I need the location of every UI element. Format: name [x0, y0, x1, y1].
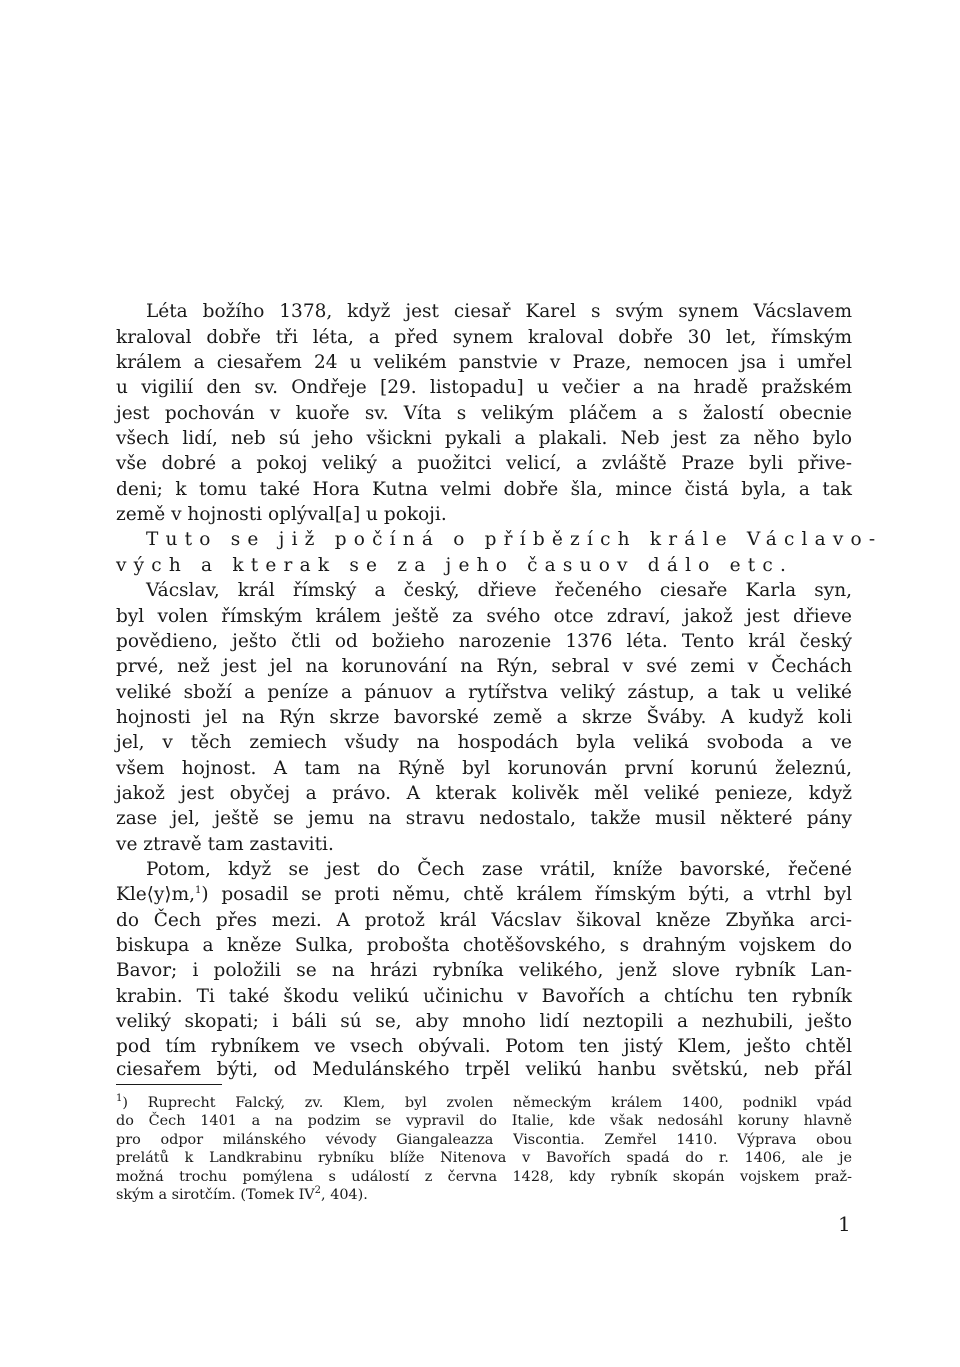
text-line: vše dobré a pokoj veliký a puožitci velicí, a zvláště Praze byli přive-	[116, 453, 852, 474]
text-line: ve ztravě tam zastaviti.	[116, 834, 334, 855]
footnote-line: pro odpor milánského vévody Giangaleazza Viscontia. Zemřel 1410. Výprava obou	[116, 1132, 852, 1148]
text-line: prvé, než jest jel na korunování na Rýn, sebral v své zemi v Čechách	[116, 656, 852, 677]
text-line: hojnosti jel na Rýn skrze bavorské země a skrze Šváby. A kudyž koli	[116, 707, 852, 728]
text-line: veliký skopati; i báli sú se, aby mnoho lidí neztopili a nezhubili, ješto	[116, 1011, 852, 1032]
text-line: povědieno, ješto čtli od božieho narozenie 1376 léta. Tento král český	[116, 631, 852, 652]
text-line: kraloval dobře tři léta, a před synem kraloval dobře 30 let, římským	[116, 327, 852, 348]
text-line-with-note	[116, 883, 852, 907]
footnote-line: prelátů k Landkrabinu rybníku blíže Nitenova v Bavořích spadá do r. 1406, ale je	[116, 1150, 852, 1166]
text-fragment: ) posadil se proti němu, chtě králem římským býti, a vtrhl byl	[201, 884, 852, 905]
text-line: byl volen římským králem ještě za svého otce zdraví, jakož jest dřieve	[116, 606, 852, 627]
text-line: Vácslav, král římský a český, dřieve řečeného ciesaře Karla syn,	[146, 580, 852, 601]
text-line: deni; k tomu také Hora Kutna velmi dobře šla, mince čistá byla, a tak	[116, 479, 852, 500]
text-line: zase jel, ještě se jemu na stravu nedostalo, takže musil některé pány	[116, 808, 852, 829]
heading-line: vých a kterak se za jeho časuov dálo etc.	[116, 555, 794, 576]
text-fragment: , 404).	[321, 1187, 368, 1203]
text-line: biskupa a kněze Sulka, proboštа chotěšovského, s drahným vojskem do	[116, 935, 852, 956]
footnote-line: do Čech 1401 a na podzim se vypravil do Italie, kde však nedosáhl koruny hlavně	[116, 1113, 852, 1129]
text-line: Bavor; i položili se na hrázi rybníka velikého, jenž slove rybník Lan-	[116, 960, 852, 981]
text-line: králem a ciesařem 24 u velikém panstvie v Praze, nemocen jsa i umřel	[116, 352, 852, 373]
text-line: Potom, když se jest do Čech zase vrátil, kníže bavorské, řečené	[146, 859, 852, 880]
footnote-reference: 1	[195, 884, 202, 896]
superscript: 2	[314, 1185, 322, 1197]
text-line: ciesařem býti, od Medulánského trpěl velikú hanbu světskú, neb přál	[116, 1059, 852, 1080]
text-line: jakož jest obyčej a právo. A kterak kolivěk měl veliké penieze, když	[116, 783, 852, 804]
text-line: země v hojnosti oplýval[a] u pokoji.	[116, 504, 447, 525]
text-line: pod tím rybníkem ve vsech obývali. Potom ten jistý Klem, ješto chtěl	[116, 1036, 852, 1057]
text-fragment: Kle⟨y⟩m,	[116, 884, 195, 905]
text-line: všem hojnost. A tam na Rýně byl korunován první korunú železnú,	[116, 758, 852, 779]
text-fragment: ským a sirotčím. (Tomek IV	[116, 1187, 315, 1203]
text-line: u vigilií den sv. Ondřeje [29. listopadu] u večier a na hradě pražském	[116, 377, 852, 398]
footnote-divider	[116, 1084, 222, 1085]
footnote-mark: 1	[116, 1093, 123, 1105]
footnote-line: možná trochu pomýlena s událostí z června 1428, kdy rybník skopán vojskem praž-	[116, 1169, 852, 1185]
footnote-line	[116, 1186, 852, 1205]
text-fragment: ) Ruprecht Falcký, zv. Klem, byl zvolen německým králem 1400, podnikl vpád	[122, 1095, 852, 1111]
text-line: všech lidí, neb sú jeho všickni pykali a plakali. Neb jest za něho bylo	[116, 428, 852, 449]
text-line: krabin. Ti také škodu velikú učinichu v Bavořích a chtíchu ten rybník	[116, 986, 852, 1007]
text-line: jest pochován v kuoře sv. Víta s velikým pláčem a s žalostí obecnie	[116, 403, 852, 424]
text-line: do Čech přes mezi. A protož král Vácslav šikoval kněze Zbyňka arci-	[116, 910, 852, 931]
text-line: jel, v těch zemiech všudy na hospodách byla veliká svoboda a ve	[116, 732, 852, 753]
page-number: 1	[838, 1212, 851, 1236]
footnote-line	[116, 1094, 852, 1113]
text-line: Léta božího 1378, když jest ciesař Karel s svým synem Vácslavem	[146, 301, 852, 322]
heading-line: Tuto se již počíná o příbězích krále Václavo-	[146, 529, 883, 550]
text-line: veliké sboží a peníze a pánuov a rytířstva veliký zástup, a tak u veliké	[116, 682, 852, 703]
